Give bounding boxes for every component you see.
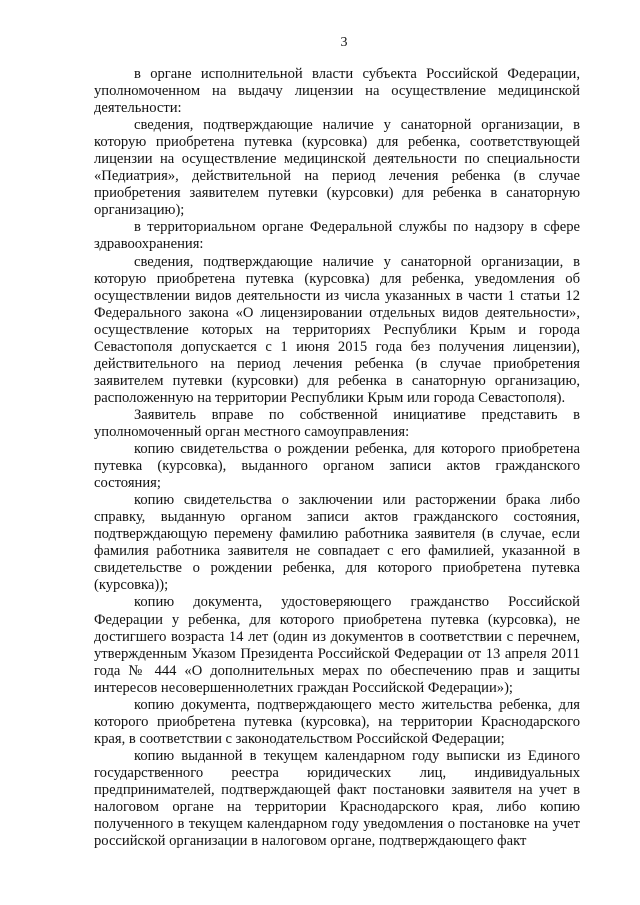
paragraph-5: Заявитель вправе по собственной инициативе представить в уполномоченный орган местного самоуправления: <box>94 406 580 440</box>
paragraph-4: сведения, подтверждающие наличие у санаторной организации, в которую приобретена путевка (курсовка) для ребенка, уведомления об осуществлении видов деятельности из числа указанных в части 1 статьи 12 Федерального закона «О лицензировании отдельных видов деятельности», осуществление которых на территориях Республики Крым и города Севастополя допускается с 1 июня 2015 года без получения лицензии), действительного на период лечения ребенка (в случае приобретения заявителем путевки (курсовки) для ребенка в санаторную организацию, расположенную на территории Республики Крым или города Севастополя). <box>94 253 580 406</box>
paragraph-1: в органе исполнительной власти субъекта Российской Федерации, уполномоченном на выдачу лицензии на осуществление медицинской деятельности: <box>94 66 580 117</box>
paragraph-2: сведения, подтверждающие наличие у санаторной организации, в которую приобретена путевка (курсовка) для ребенка, соответствующей лицензии на осуществление медицинской деятельности по специальности «Педиатрия», действительной на период лечения ребенка (в случае приобретения заявителем путевки (курсовки) для ребенка в санаторную организацию); <box>94 117 580 219</box>
paragraph-10: копию выданной в текущем календарном году выписки из Единого государственного реестра юридических лиц, индивидуальных предпринимателей, подтверждающей факт постановки заявителя на учет в налоговом органе на территории Краснодарского края, либо копию полученного в текущем календарном году уведомления о постановке на учет российской организации в налоговом органе, подтверждающего факт <box>94 747 580 850</box>
paragraph-6: копию свидетельства о рождении ребенка, для которого приобретена путевка (курсовка), выданного органом записи актов гражданского состояния; <box>94 441 580 492</box>
page-number: 3 <box>340 35 348 50</box>
paragraph-3: в территориальном органе Федеральной службы по надзору в сфере здравоохранения: <box>94 219 580 253</box>
paragraph-9: копию документа, подтверждающего место жительства ребенка, для которого приобретена путевка (курсовка), на территории Краснодарского края, в соответствии с законодательством Российской Федерации; <box>94 696 580 747</box>
paragraph-8: копию документа, удостоверяющего гражданство Российской Федерации у ребенка, для которого приобретена путевка (курсовка), не достигшего возраста 14 лет (один из документов в соответствии с перечнем, утвержденным Указом Президента Российской Федерации от 13 апреля 2011 года № 444 «О дополнительных мерах по обеспечению прав и защиты интересов несовершеннолетних граждан Российской Федерации»); <box>94 594 580 696</box>
paragraph-7: копию свидетельства о заключении или расторжении брака либо справку, выданную органом записи актов гражданского состояния, подтверждающую перемену фамилию работника заявителя (в случае, если фамилия работника заявителя не совпадает с его фамилией, указанной в свидетельстве о рождении ребенка, для которого приобретена путевка (курсовка)); <box>94 492 580 594</box>
